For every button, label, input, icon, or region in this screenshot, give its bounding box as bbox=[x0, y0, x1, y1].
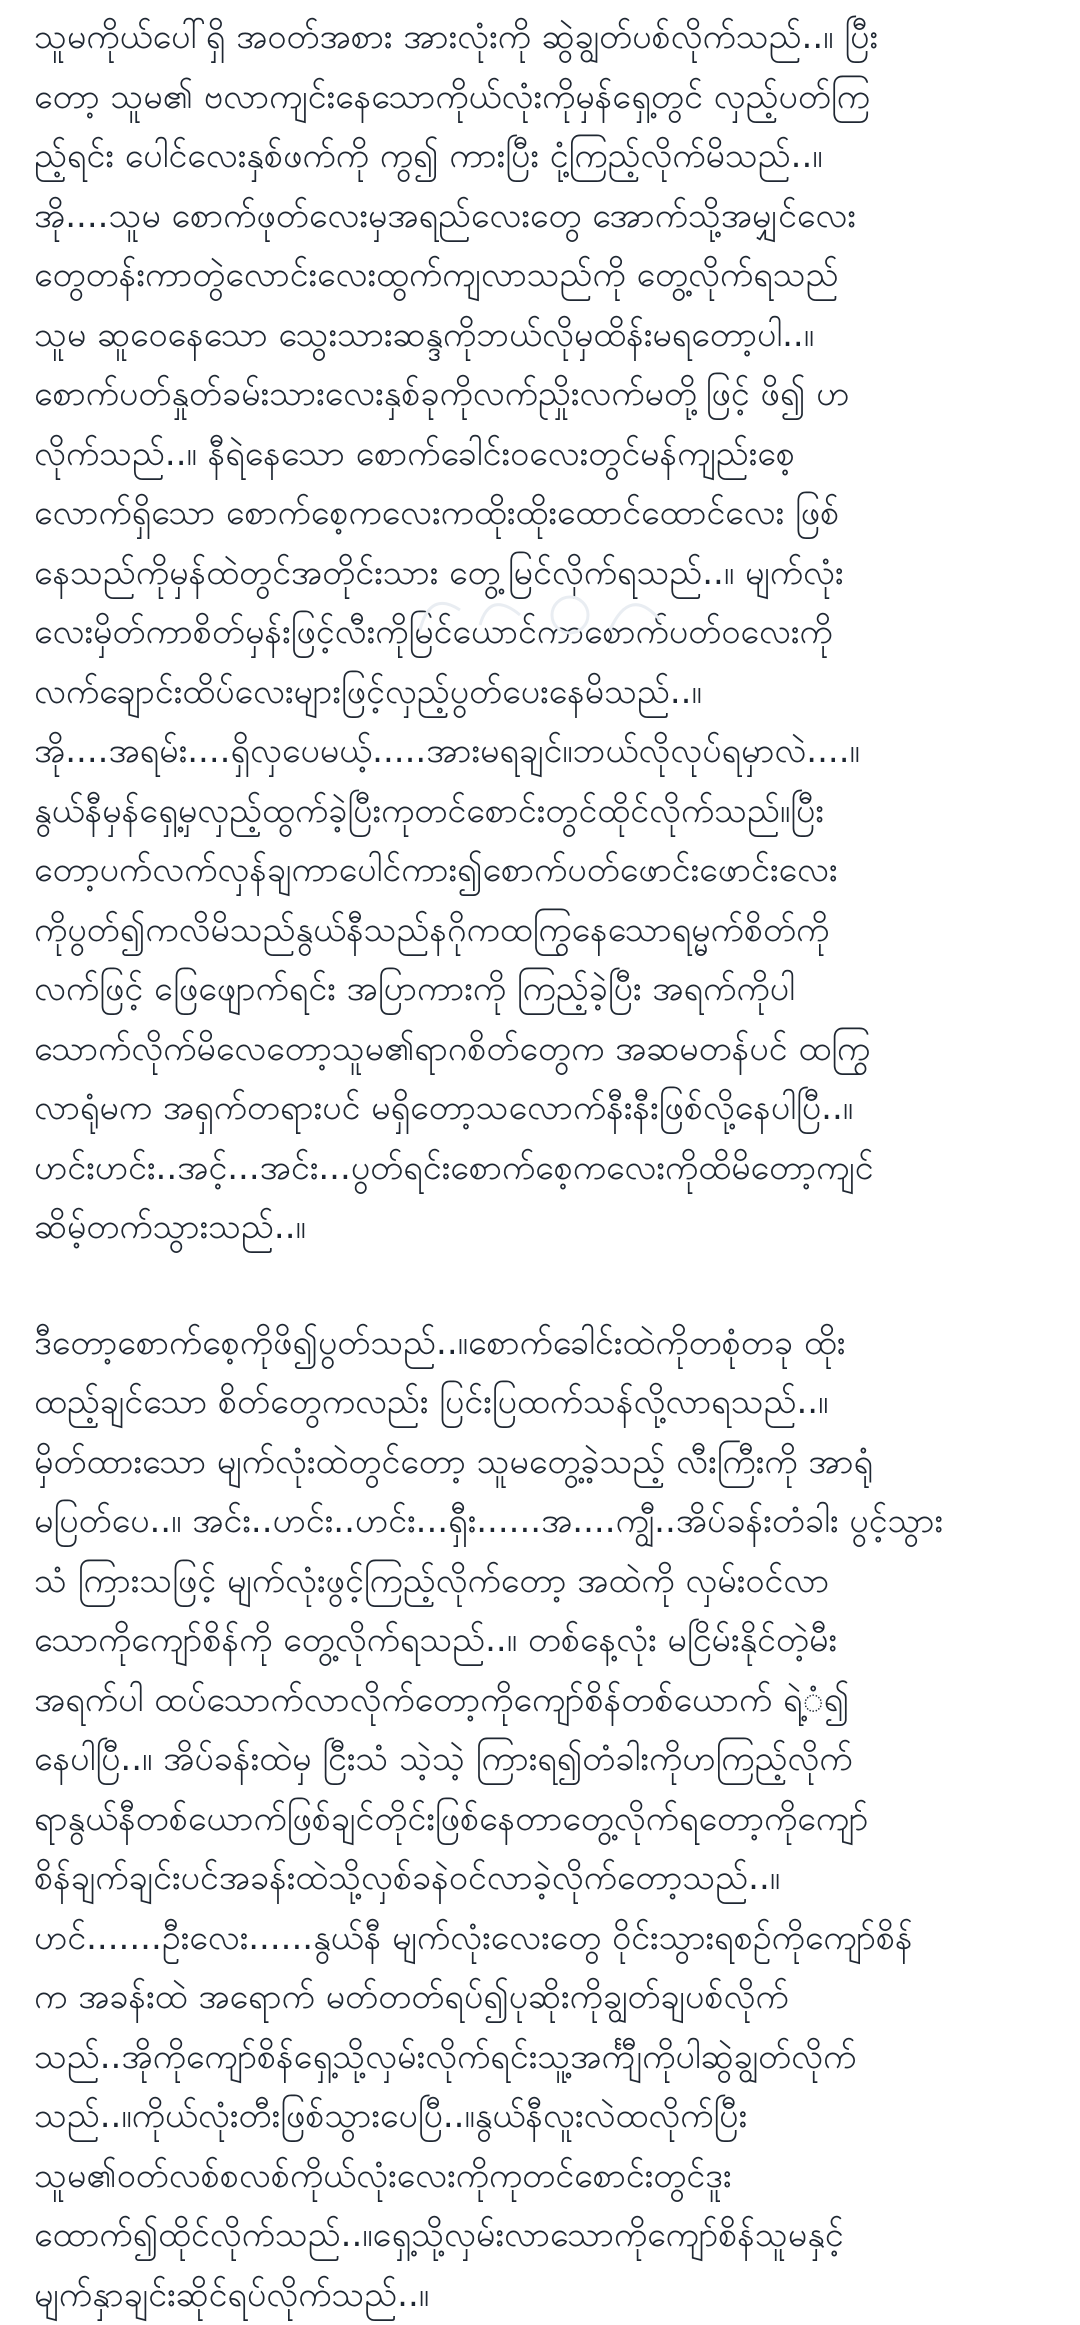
paragraph-2 bbox=[34, 1314, 1052, 2325]
text-line: ရာနွယ်နီတစ်ယောက်ဖြစ်ချင်တိုင်းဖြစ်နေတာတွေ့လိုက်ရတော့ကိုကျော် bbox=[34, 1790, 1052, 1850]
text-line: နွယ်နီမှန်ရှေ့မှလှည့်ထွက်ခဲ့ပြီးကုတင်စောင်းတွင်ထိုင်လိုက်သည်။ပြီး bbox=[34, 782, 1052, 842]
text-line: လက်ဖြင့် ဖြေဖျောက်ရင်း အပြာကားကို ကြည့်ခဲ့ပြီး အရက်ကိုပါ bbox=[34, 960, 1052, 1020]
paragraph-1 bbox=[34, 8, 1052, 1258]
text-line: ဟင်.......ဦးလေး......နွယ်နီ မျက်လုံးလေးတွေ ဝိုင်းသွားရစဥ်ကိုကျော်စိန် bbox=[34, 1909, 1052, 1969]
text-line: စောက်ပတ်နှုတ်ခမ်းသားလေးနှစ်ခုကိုလက်ညှိုးလက်မတို့ဖြင့် ဖိ၍ ဟ bbox=[34, 365, 1052, 425]
text-line: လက်ချောင်းထိပ်လေးများဖြင့်လှည့်ပွတ်ပေးနေမိသည်..။ bbox=[34, 663, 1052, 723]
text-line: ဒီတော့စောက်စေ့ကိုဖိ၍ပွတ်သည်..။စောက်ခေါင်းထဲကိုတစုံတခု ထိုး bbox=[34, 1314, 1052, 1374]
text-line: လိုက်သည်..။ နီရဲနေသော စောက်ခေါင်းဝလေးတွင်မန်ကျည်းစေ့ bbox=[34, 425, 1052, 485]
text-line: က အခန်းထဲ အရောက် မတ်တတ်ရပ်၍ပုဆိုးကိုချွတ်ချပစ်လိုက် bbox=[34, 1968, 1052, 2028]
text-line: နေသည်ကိုမှန်ထဲတွင်အတိုင်းသား တွေ့မြင်လိုက်ရသည်..။ မျက်လုံး bbox=[34, 544, 1052, 604]
text-line: လောက်ရှိသော စောက်စေ့ကလေးကထိုးထိုးထောင်ထောင်လေး ဖြစ် bbox=[34, 484, 1052, 544]
text-line: ကိုပွတ်၍ကလိမိသည်နွယ်နီသည်နဂိုကထကြွနေသောရမ္မက်စိတ်ကို bbox=[34, 901, 1052, 961]
text-line: ထောက်၍ထိုင်လိုက်သည်..။ရှေ့သို့လှမ်းလာသောကိုကျော်စိန်သူမနှင့် bbox=[34, 2206, 1052, 2266]
text-line: သူမကိုယ်ပေါ်ရှိ အဝတ်အစား အားလုံးကို ဆွဲချွတ်ပစ်လိုက်သည်..။ ပြီး bbox=[34, 8, 1052, 68]
paragraph-gap bbox=[34, 1258, 1052, 1314]
text-line: တော့ သူမ၏ ဗလာကျင်းနေသောကိုယ်လုံးကိုမှန်ရှေ့တွင် လှည့်ပတ်ကြ bbox=[34, 68, 1052, 128]
text-line: သောက်လိုက်မိလေတော့သူမ၏ရာဂစိတ်တွေက အဆမတန်ပင် ထကြွ bbox=[34, 1020, 1052, 1080]
text-line: သူမ၏ဝတ်လစ်စလစ်ကိုယ်လုံးလေးကိုကုတင်စောင်းတွင်ဒူး bbox=[34, 2147, 1052, 2207]
text-line: အရက်ပါ ထပ်သောက်လာလိုက်တော့ကိုကျော်စိန်တစ်ယောက် ရဲ့ံ၍ bbox=[34, 1671, 1052, 1731]
text-line: ဟင်းဟင်း..အင့်...အင်း...ပွတ်ရင်းစောက်စေ့ကလေးကိုထိမိတော့ကျင် bbox=[34, 1139, 1052, 1199]
text-line: တွေတန်းကာတွဲလောင်းလေးထွက်ကျလာသည်ကို တွေ့လိုက်ရသည် bbox=[34, 246, 1052, 306]
text-line: လာရုံမက အရှက်တရားပင် မရှိတော့သလောက်နီးနီးဖြစ်လို့နေပါပြီ..။ bbox=[34, 1079, 1052, 1139]
text-line: တော့ပက်လက်လှန်ချကာပေါင်ကား၍စောက်ပတ်ဖောင်းဖောင်းလေး bbox=[34, 841, 1052, 901]
text-line: လေးမှိတ်ကာစိတ်မှန်းဖြင့်လီးကိုမြင်ယောင်ကာစောက်ပတ်ဝလေးကို bbox=[34, 603, 1052, 663]
text-line: မျက်နှာချင်းဆိုင်ရပ်လိုက်သည်..။ bbox=[34, 2266, 1052, 2325]
text-line: သံ ကြားသဖြင့် မျက်လုံးဖွင့်ကြည့်လိုက်တော့ အထဲကို လှမ်းဝင်လာ bbox=[34, 1552, 1052, 1612]
text-line: မပြတ်ပေ..။ အင်း..ဟင်း..ဟင်း...ရှီး......အ....ကျွီ..အိပ်ခန်းတံခါး ပွင့်သွား bbox=[34, 1492, 1052, 1552]
text-line: ဆိမ့်တက်သွားသည်..။ bbox=[34, 1198, 1052, 1258]
text-line: သည်..။ကိုယ်လုံးတီးဖြစ်သွားပေပြီ..။နွယ်နီလူးလဲထလိုက်ပြီး bbox=[34, 2087, 1052, 2147]
text-line: မှိတ်ထားသော မျက်လုံးထဲတွင်တော့ သူမတွေ့ခဲ့သည့် လီးကြီးကို အာရုံ bbox=[34, 1433, 1052, 1493]
text-line: အို....အရမ်း....ရှိလှပေမယ့်.....အားမရချင်။ဘယ်လိုလုပ်ရမှာလဲ....။ bbox=[34, 722, 1052, 782]
text-line: သောကိုကျော်စိန်ကို တွေ့လိုက်ရသည်..။ တစ်နေ့လုံး မငြိမ်းနိုင်တဲ့မီး bbox=[34, 1611, 1052, 1671]
text-line: အို....သူမ စောက်ဖုတ်လေးမှအရည်လေးတွေ အောက်သို့အမျှင်လေး bbox=[34, 187, 1052, 247]
text-line: ည့်ရင်း ပေါင်လေးနှစ်ဖက်ကို ကွ၍ ကားပြီး ငုံ့ကြည့်လိုက်မိသည်..။ bbox=[34, 127, 1052, 187]
text-line: နေပါပြီ..။ အိပ်ခန်းထဲမှ ငြီးသံ သဲ့သဲ့ ကြားရ၍တံခါးကိုဟကြည့်လိုက် bbox=[34, 1730, 1052, 1790]
text-line: စိန်ချက်ချင်းပင်အခန်းထဲသို့လှစ်ခနဲဝင်လာခဲ့လိုက်တော့သည်..။ bbox=[34, 1849, 1052, 1909]
text-line: သူမ ဆူဝေနေသော သွေးသားဆန္ဒကိုဘယ်လိုမှထိန်းမရတော့ပါ..။ bbox=[34, 306, 1052, 366]
text-line: ထည့်ချင်သော စိတ်တွေကလည်း ပြင်းပြထက်သန်လို့လာရသည်..။ bbox=[34, 1373, 1052, 1433]
text-line: သည်..အိုကိုကျော်စိန်ရှေ့သို့လှမ်းလိုက်ရင်းသူ့အင်္ကျီကိုပါဆွဲချွတ်လိုက် bbox=[34, 2028, 1052, 2088]
